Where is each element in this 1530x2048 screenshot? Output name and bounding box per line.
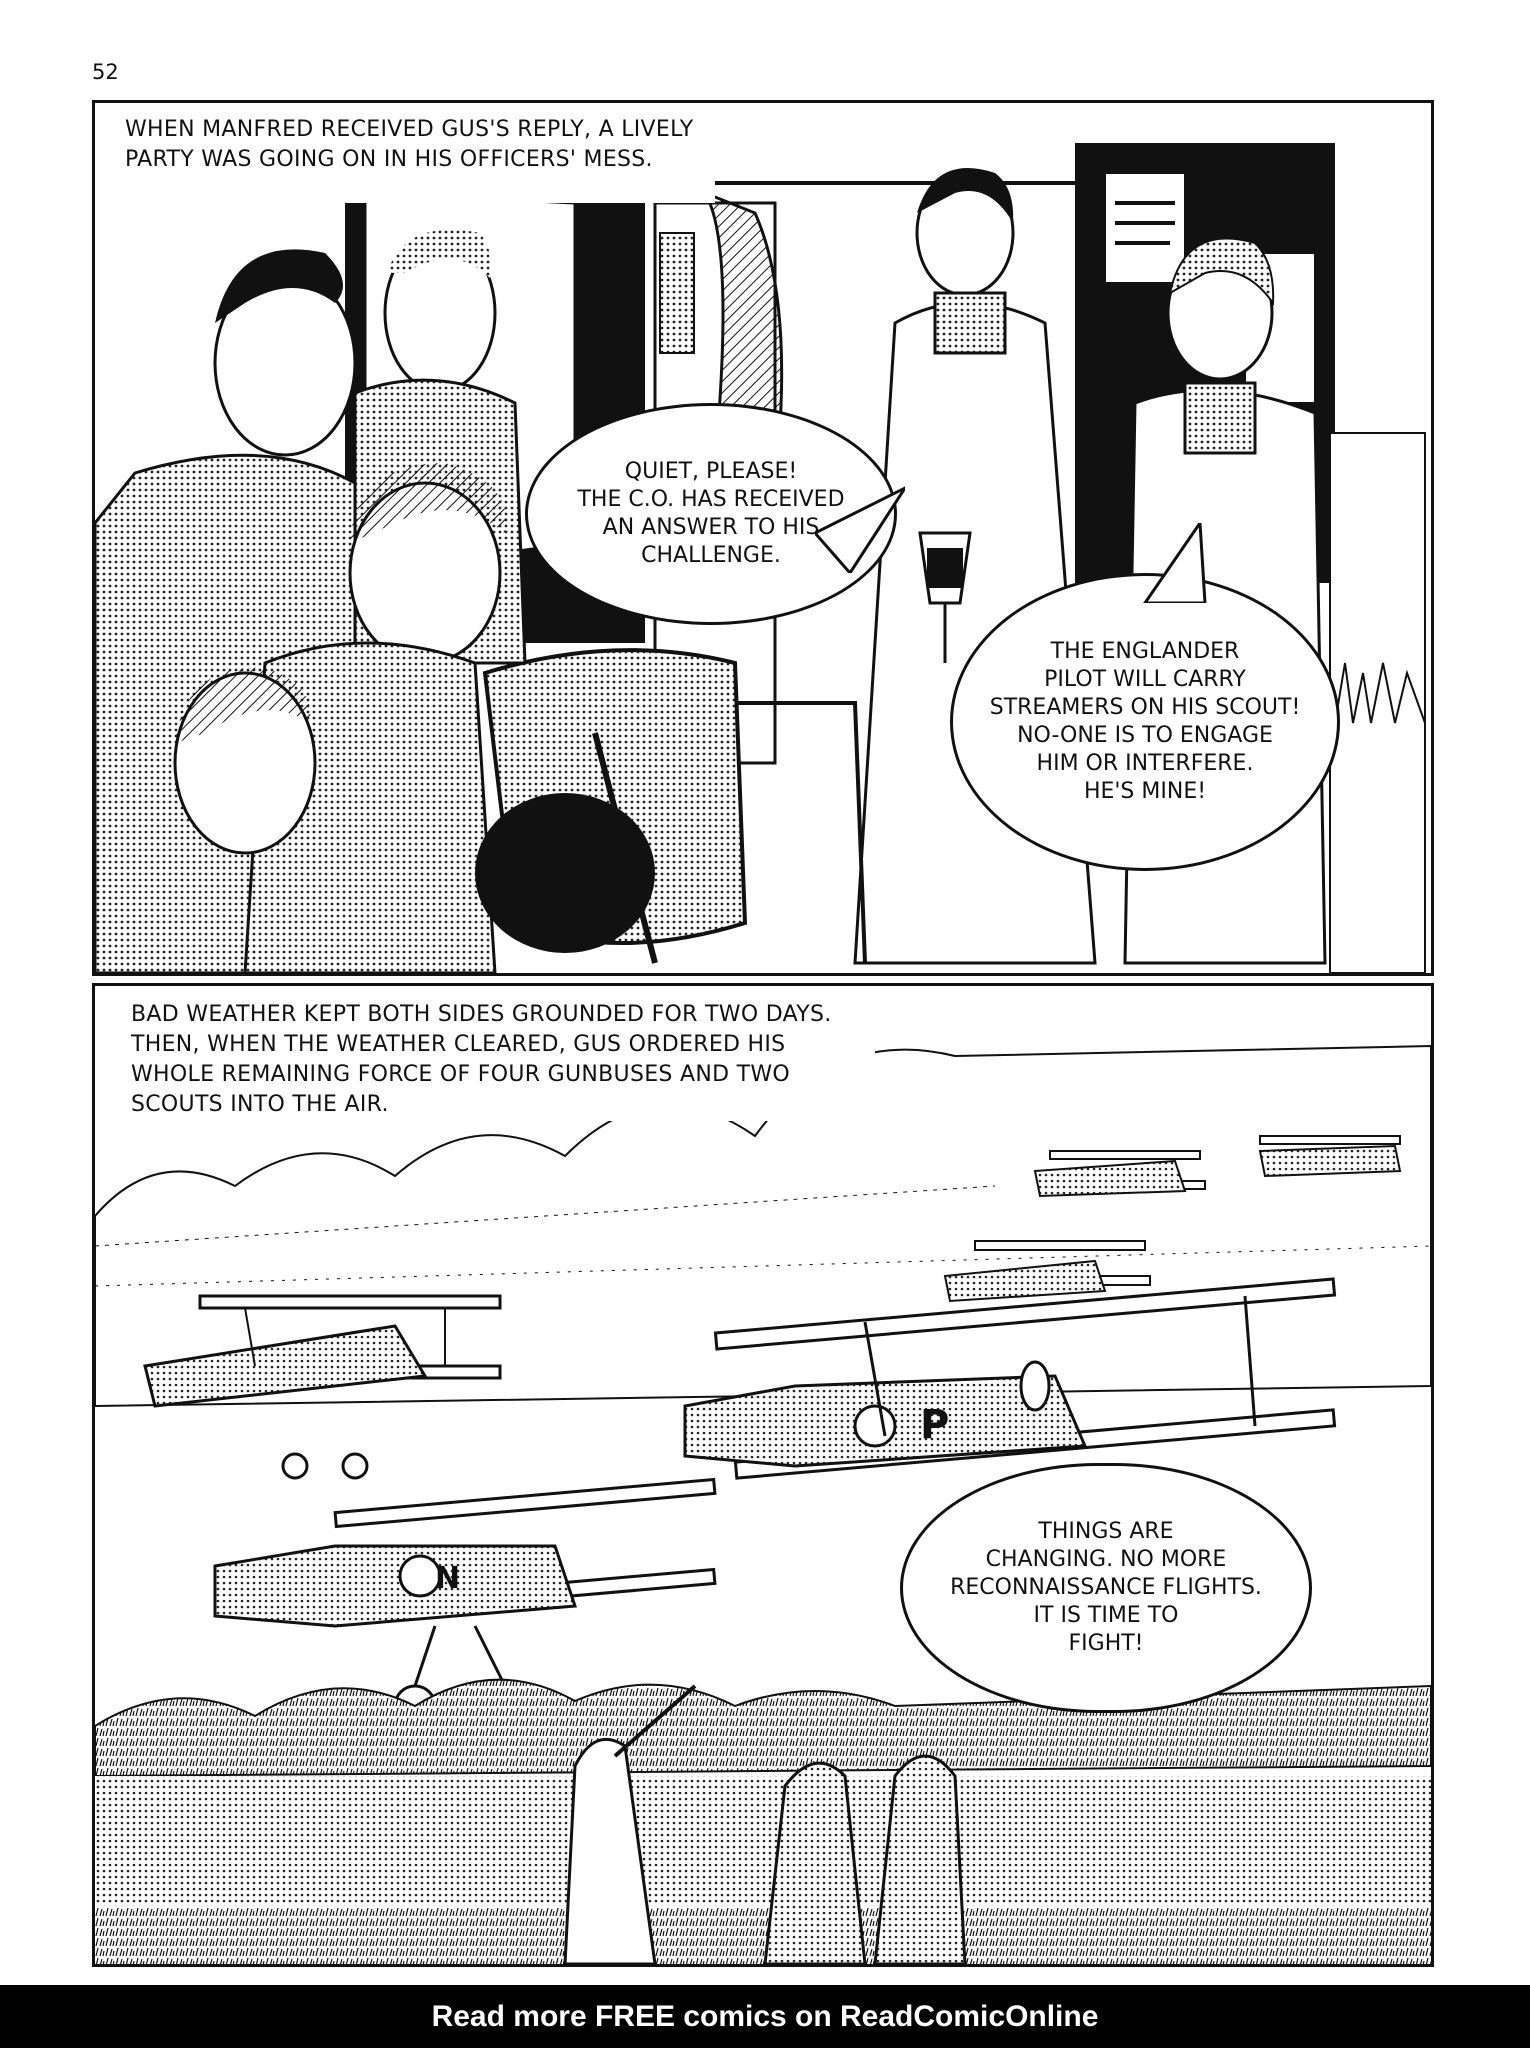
comic-panel-officers-mess <box>92 100 1434 976</box>
speech-bubble-things-are-changing <box>900 1463 1312 1713</box>
page-number: 52 <box>92 60 119 84</box>
speech-bubble-text: THE ENGLANDER PILOT WILL CARRY STREAMERS ON HIS SCOUT! NO-ONE IS TO ENGAGE HIM OR INTERFERE. HE'S MINE! <box>989 639 1301 804</box>
treeline <box>95 1680 1431 1776</box>
caption-box: BAD WEATHER KEPT BOTH SIDES GROUNDED FOR TWO DAYS. THEN, WHEN THE WEATHER CLEARED, GUS ORDERED HIS WHOLE REMAINING FORCE OF FOUR GUNBUSES AND TWO SCOUTS INTO THE AIR. <box>95 986 875 1121</box>
plane-marking-p: P <box>920 1402 950 1448</box>
light-switch <box>660 233 694 353</box>
plane-marking-n: N <box>435 1561 461 1596</box>
distant-biplane <box>1260 1136 1400 1176</box>
comic-panel-aircraft-takeoff <box>92 983 1434 1967</box>
footer-banner[interactable]: Read more FREE comics on ReadComicOnline <box>0 1985 1530 2048</box>
speech-bubble-tail <box>815 483 905 573</box>
speech-bubble-tail <box>1135 523 1215 603</box>
airfield-illustration <box>95 986 1431 1964</box>
curly-haired-officer-head <box>475 793 655 953</box>
speech-bubble-text: QUIET, PLEASE! THE C.O. HAS RECEIVED AN ANSWER TO HIS CHALLENGE. <box>577 459 845 568</box>
speech-bubble-englander-pilot <box>950 573 1340 871</box>
caption-box: WHEN MANFRED RECEIVED GUS'S REPLY, A LIVELY PARTY WAS GOING ON IN HIS OFFICERS' MESS. <box>95 103 715 203</box>
speech-bubble-text: THINGS ARE CHANGING. NO MORE RECONNAISSANCE FLIGHTS. IT IS TIME TO FIGHT! <box>950 1519 1262 1656</box>
distant-biplane <box>1035 1151 1205 1196</box>
